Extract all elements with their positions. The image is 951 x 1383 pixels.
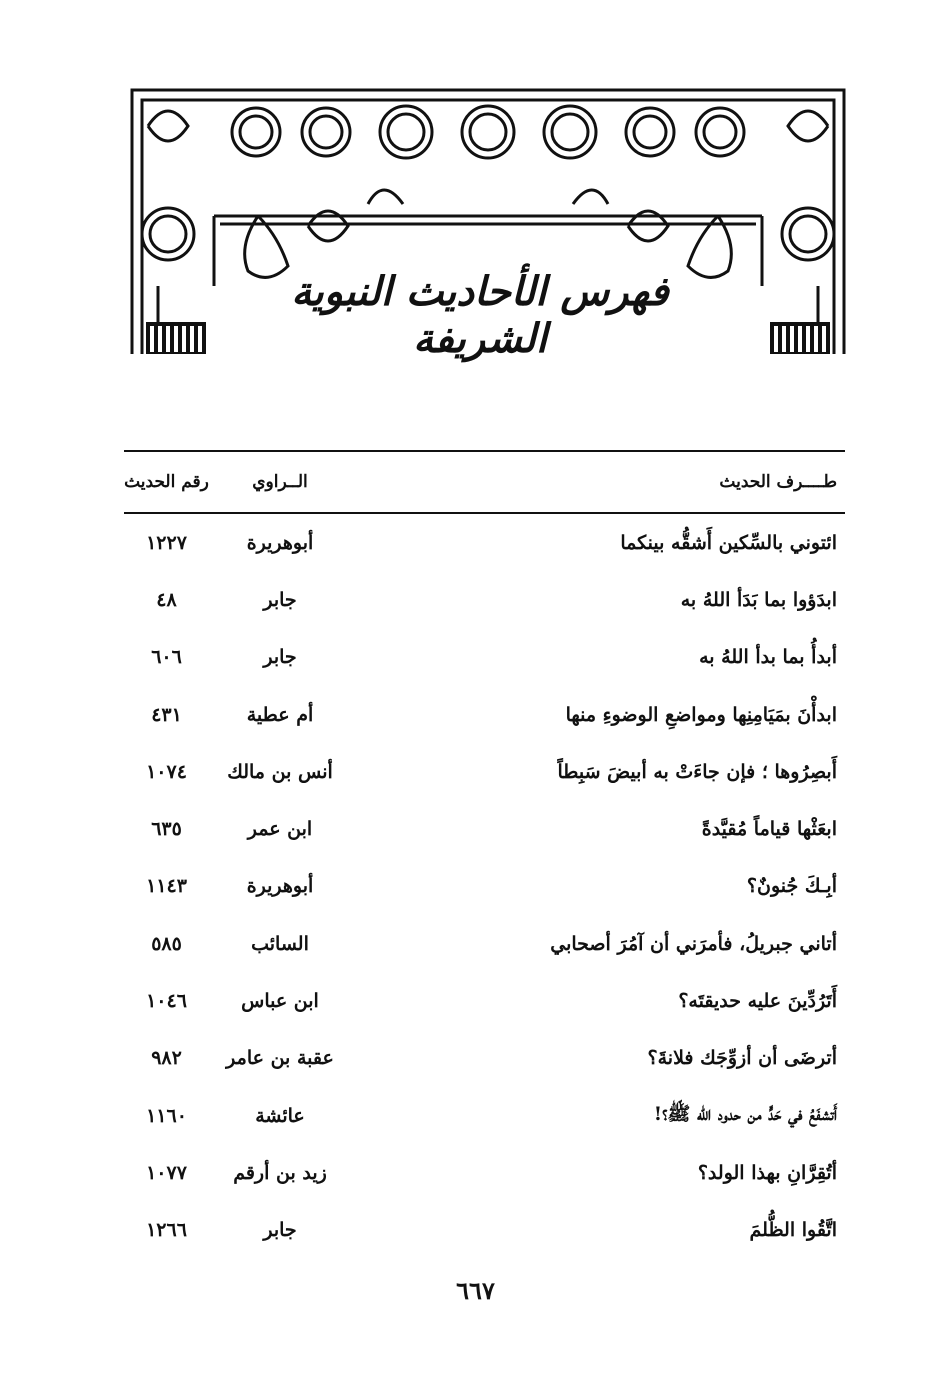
table-row [124,1030,845,1087]
hadith-text: ابدأْنَ بمَيَامِنِها ومواضعِ الوضوءِ منها [565,703,837,726]
narrator: أم عطية [246,703,314,726]
table-row [124,800,845,857]
hadith-text: أَتَرُدِّينَ عليه حديقتَه؟ [678,990,837,1013]
narrator: جابر [263,646,297,669]
hadith-text: أَبصِرُوها ؛ فإن جاءَتْ به أبيضَ سَبِطاً [557,760,837,783]
narrator: جابر [263,1219,297,1242]
hadith-text: أبدأُ بما بدأ اللهُ به [699,646,837,669]
hadith-number: ١٢٢٧ [146,531,187,554]
page-title: فهرس الأحاديث النبوية الشريفة [291,268,669,362]
hadith-text: أتُقِرَّانِ بهذا الولد؟ [697,1161,837,1184]
narrator: أنس بن مالك [227,760,333,783]
hadith-number: ١٢٦٦ [146,1219,187,1242]
narrator: أبوهريرة [246,875,314,898]
table-row [124,1087,845,1144]
page-number: ٦٦٧ [456,1276,495,1305]
narrator: عقبة بن عامر [226,1047,334,1070]
hadith-number: ٤٣١ [151,703,182,726]
narrator: أبوهريرة [246,531,314,554]
hadith-number: ١١٤٣ [146,875,187,898]
hadith-number: ٩٨٢ [151,1047,182,1070]
hadith-number: ١٠٤٦ [146,990,187,1013]
hadith-number: ١١٦٠ [146,1104,187,1127]
hadith-number: ٦٣٥ [151,818,182,841]
hadith-text: أبِـكَ جُنونٌ؟ [746,875,837,898]
header-narrator: الــراوي [252,472,308,492]
hadith-number: ٥٨٥ [151,932,182,955]
table-row [124,858,845,915]
narrator: عائشة [255,1104,305,1127]
hadith-text: أَتشفَعُ في حَدٍّ من حدود الله ﷺ؟! [653,1102,837,1125]
narrator: ابن عمر [247,818,313,841]
table-row [124,514,845,571]
table-row [124,915,845,972]
table-row [124,972,845,1029]
header-number: رقم الحديث [124,472,209,492]
hadith-number: ٦٠٦ [151,646,182,669]
table-row [124,1202,845,1259]
table-row [124,1144,845,1201]
hadith-text: اتَّقُوا الظُّلمَ [749,1219,837,1242]
hadith-number: ١٠٧٧ [146,1161,187,1184]
hadith-text: ابدَؤوا بما بَدَأ اللهُ به [680,588,837,611]
table-row [124,571,845,628]
hadith-number: ١٠٧٤ [146,760,187,783]
narrator: جابر [263,588,297,611]
table-row [124,686,845,743]
table-row [124,629,845,686]
hadith-text: أترضَى أن أزوِّجَك فلانةَ؟ [647,1047,837,1070]
table-header [124,452,845,512]
hadith-index-table [124,450,845,1259]
table-body [124,514,845,1259]
header-hadith: طــــرف الحديث [719,472,837,492]
narrator: السائب [251,932,309,955]
hadith-text: ابعَثْها قياماً مُقيَّدةً [701,818,837,841]
hadith-number: ٤٨ [156,588,177,611]
narrator: ابن عباس [241,990,319,1013]
narrator: زيد بن أرقم [233,1161,327,1184]
table-row [124,743,845,800]
hadith-text: ائتوني بالسِّكين أَشقُّه بينكما [620,531,837,554]
hadith-text: أتاني جبريلُ، فأمرَني أن آمُرَ أصحابي [550,932,837,955]
